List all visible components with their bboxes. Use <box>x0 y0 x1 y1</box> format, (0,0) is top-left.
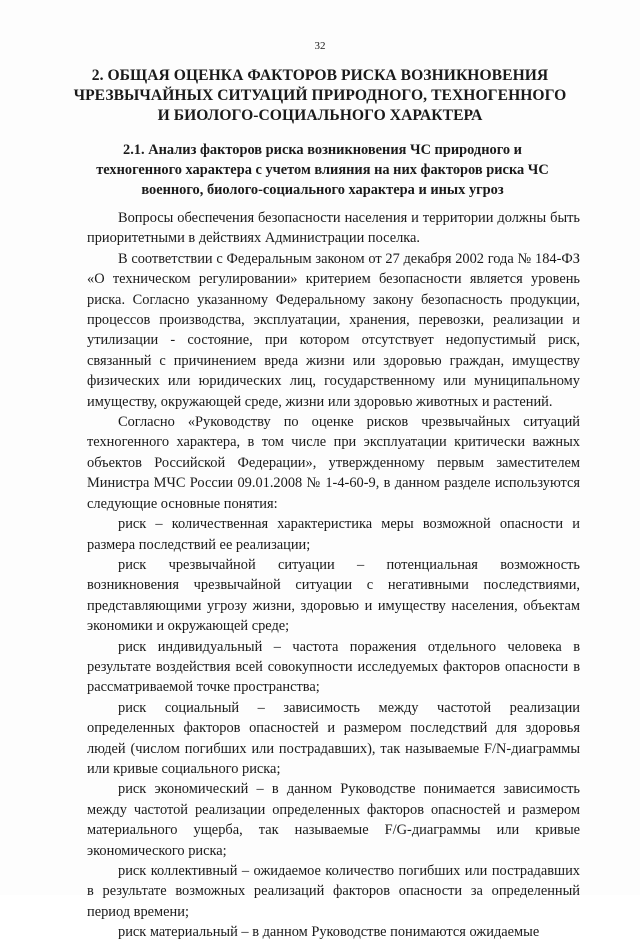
chapter-title-line: ЧРЕЗВЫЧАЙНЫХ СИТУАЦИЙ ПРИРОДНОГО, ТЕХНОГЕННОГО <box>73 87 567 104</box>
definition-risk: риск – количественная характеристика меры возможной опасности и размера последствий ее реализации; <box>87 516 580 553</box>
page-number: 32 <box>314 40 326 52</box>
paragraph-federal-law: В соответствии с Федеральным законом от 27 декабря 2002 года № 184-ФЗ «О техническом регулировании» критерием безопасности является уровень риска. Согласно указанному Федеральному закону безопасность продукции, процессов производства, эксплуатации, хранения, перевозки, реализации и утилизации - состояние, при котором отсутствует недопустимый риск, связанный с причинением вреда жизни или здоровью граждан, имуществу физических или юридических лиц, государственному или муниципальному имуществу, окружающей среде, жизни или здоровью животных и растений. <box>87 250 580 410</box>
chapter-title <box>60 66 580 126</box>
definition-material-risk: риск материальный – в данном Руководстве понимаются ожидаемые <box>118 924 540 941</box>
chapter-title-line: И БИОЛОГО-СОЦИАЛЬНОГО ХАРАКТЕРА <box>157 107 483 124</box>
paragraph-guideline: Согласно «Руководству по оценке рисков чрезвычайных ситуаций техногенного характера, в том числе при эксплуатации критически важных объектов Российской Федерации», утвержденному первым заместителем Министра МЧС России 09.01.2008 № 1-4-60-9, в данном разделе используются следующие основные понятия: <box>87 414 580 512</box>
section-title-line: 2.1. Анализ факторов риска возникновения ЧС природного и <box>123 142 522 158</box>
section-title-line: военного, биолого-социального характера и иных угроз <box>141 182 504 198</box>
definition-individual-risk: риск индивидуальный – частота поражения отдельного человека в результате воздействия всей совокупности исследуемых факторов опасности в рассматриваемой точке пространства; <box>87 638 580 696</box>
definition-emergency-risk: риск чрезвычайной ситуации – потенциальная возможность возникновения чрезвычайной ситуации с негативными последствиями, представляющими угрозу жизни, здоровью и имуществу населения, объектам экономики и окружающей среде; <box>87 556 580 635</box>
section-title-line: техногенного характера с учетом влияния на них факторов риска ЧС <box>96 162 549 178</box>
body-text <box>87 208 580 943</box>
paragraph-intro: Вопросы обеспечения безопасности населения и территории должны быть приоритетными в действиях Администрации поселка. <box>87 210 580 247</box>
definition-economic-risk: риск экономический – в данном Руководстве понимается зависимость между частотой реализации определенных факторов опасностей и размером материального ущерба, так называемые F/G-диаграммы или кривые экономического риска; <box>87 781 580 859</box>
section-title <box>75 140 570 200</box>
definition-social-risk: риск социальный – зависимость между частотой реализации определенных факторов опасностей и размером последствий для здоровья людей (числом погибших или пострадавших), так называемые F/N-диаграммы или кривые социального риска; <box>87 699 580 777</box>
definition-collective-risk: риск коллективный – ожидаемое количество погибших или пострадавших в результате возможных реализаций факторов опасности за определенный период времени; <box>87 863 580 920</box>
chapter-title-line: 2. ОБЩАЯ ОЦЕНКА ФАКТОРОВ РИСКА ВОЗНИКНОВЕНИЯ <box>91 67 549 84</box>
